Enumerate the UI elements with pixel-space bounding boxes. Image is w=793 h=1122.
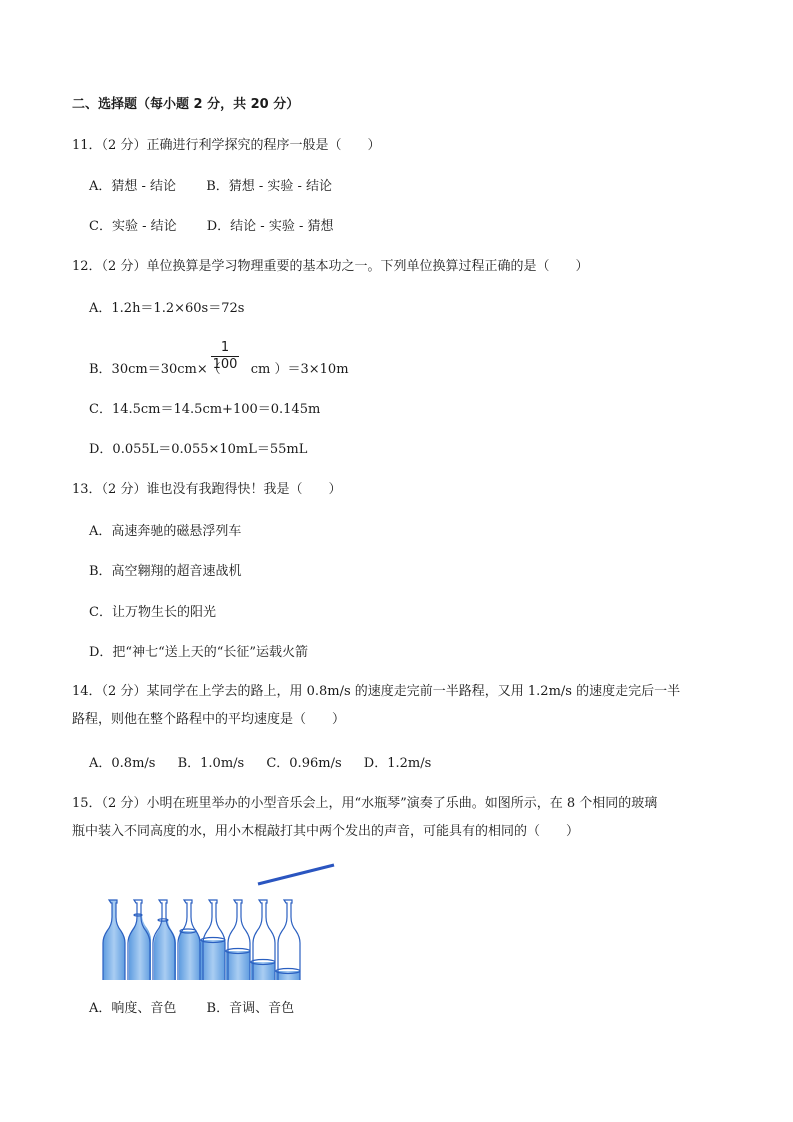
fraction [210,340,240,373]
option-d[interactable]: D．结论 - 实验 - 猜想 [206,219,334,234]
option-a[interactable]: A．高速奔驰的磁悬浮列车 [89,524,242,539]
option-b[interactable]: B．音调、音色 [206,1001,295,1016]
option-c[interactable]: C．14.5cm＝14.5cm+100＝0.145m [89,402,321,417]
question-11-options-row1 [89,178,332,196]
question-11-stem: 11．（2 分）正确进行利学探究的程序一般是（ ） [72,138,381,153]
option-b-suffix: cm ）＝3×10m [250,362,349,377]
water-bottle-xylophone-figure [96,860,346,980]
question-15-options [89,1000,294,1018]
question-15-stem-line2: 瓶中装入不同高度的水，用小木棍敲打其中两个发出的声音，可能具有的相同的（ ） [72,824,580,839]
question-14-stem-line2: 路程，则他在整个路程中的平均速度是（ ） [72,712,346,727]
question-11-options-row2 [89,218,334,236]
option-c[interactable]: C．实验 - 结论 [89,219,177,234]
bottles-illustration [96,860,346,980]
option-b-prefix: B．30cm＝30cm×（ [89,362,221,377]
option-c[interactable]: C．0.96m/s [266,756,342,771]
option-d[interactable]: D．1.2m/s [363,756,432,771]
question-15-stem-line1: 15．（2 分）小明在班里举办的小型音乐会上，用“水瓶琴”演奏了乐曲。如图所示，在 8 个相同的玻璃 [72,796,658,811]
option-a[interactable]: A．猜想 - 结论 [89,179,177,194]
section-title: 二、选择题（每小题 2 分，共 20 分） [72,97,300,112]
question-12-stem: 12．（2 分）单位换算是学习物理重要的基本功之一。下列单位换算过程正确的是（ ） [72,259,589,274]
option-d[interactable]: D．把“神七“送上天的“长征”运载火箭 [89,645,309,660]
option-a[interactable]: A．响度、音色 [89,1001,177,1016]
fraction-denominator: 100 [212,357,238,372]
question-14-stem-line1: 14．（2 分）某同学在上学去的路上，用 0.8m/s 的速度走完前一半路程，又用 1.2m/s 的速度走完后一半 [72,684,681,699]
option-b[interactable]: B．高空翱翔的超音速战机 [89,564,242,579]
question-14-options [89,755,431,773]
option-b[interactable]: B．猜想 - 实验 - 结论 [206,179,333,194]
option-b[interactable]: B．1.0m/s [177,756,245,771]
option-c[interactable]: C．让万物生长的阳光 [89,605,216,620]
question-13-stem: 13．（2 分）谁也没有我跑得快！我是（ ） [72,482,342,497]
option-a[interactable]: A．0.8m/s [89,756,156,771]
option-a[interactable]: A．1.2h＝1.2×60s＝72s [89,301,245,316]
option-d[interactable]: D．0.055L＝0.055×10mL＝55mL [89,442,308,457]
stick-icon [258,865,334,884]
fraction-numerator: 1 [220,340,230,355]
